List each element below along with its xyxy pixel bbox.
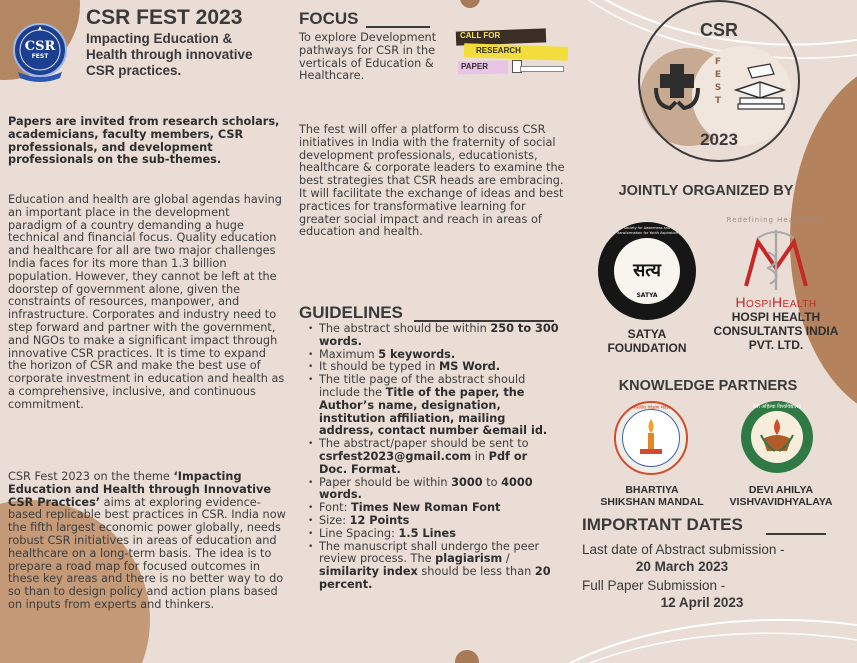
badge-line-2: RESEARCH	[476, 46, 521, 55]
decor-circle-top-center	[460, 0, 480, 8]
guideline-item	[307, 541, 559, 592]
csr-fest-logo	[10, 20, 70, 88]
page-title: CSR FEST 2023	[86, 6, 243, 29]
call-for-research-paper-badge	[456, 30, 568, 80]
satya-logo	[598, 222, 696, 320]
theme-name: ‘Impacting Education and Health through Innovative CSR Practices’	[8, 470, 272, 509]
focus-heading-rule	[366, 26, 430, 28]
guideline-item	[307, 323, 559, 349]
call-for-papers-invite: Papers are invited from research scholars, academicians, faculty members, CSR professionals, and development professionals on the sub-themes.	[8, 115, 280, 167]
guideline-emphasis: 1.5 Lines	[398, 526, 456, 540]
guideline-emphasis: 4000 words.	[319, 475, 533, 502]
guideline-text: The abstract/paper should be sent to	[319, 437, 529, 451]
caduceus-icon	[738, 224, 814, 294]
guideline-text: Line Spacing:	[319, 526, 399, 540]
badge-line-1: CALL FOR	[460, 31, 501, 40]
guideline-emphasis: csrfest2023@gmail.com	[319, 449, 472, 463]
emblem-fest-letter: F	[714, 57, 722, 67]
lamp-icon	[634, 417, 668, 457]
university-emblem-icon	[759, 417, 795, 455]
guideline-text: in	[471, 449, 489, 463]
guideline-emphasis: 250 to 300 words.	[319, 322, 559, 348]
guideline-text: The abstract should be within	[319, 322, 491, 335]
guideline-text: to	[482, 475, 502, 489]
guideline-text: /	[502, 552, 510, 566]
csr-fest-logo-sub: FEST	[31, 53, 49, 60]
emblem-fest-letters	[710, 56, 726, 108]
guideline-emphasis: 20 percent.	[319, 565, 551, 591]
bhartiya-shikshan-mandal-logo	[614, 401, 688, 475]
guideline-text: The title page of the abstract should include the	[319, 373, 526, 399]
emblem-title: CSR	[699, 20, 738, 40]
guideline-item	[307, 374, 559, 438]
satya-ring-text: Society for Awareness and Transformation for Youth Aspiration	[616, 226, 678, 235]
emblem-year: 2023	[700, 130, 738, 149]
important-dates-heading-rule	[766, 533, 826, 535]
jointly-organized-heading: JOINTLY ORGANIZED BY	[618, 183, 794, 199]
guideline-item	[307, 438, 559, 476]
guidelines-heading: GUIDELINES	[299, 303, 403, 322]
guideline-text: Paper should be within	[319, 475, 452, 489]
badge-line-3: PAPER	[461, 62, 488, 71]
satya-foundation-name: SATYA FOUNDATION	[607, 327, 687, 355]
hospi-health-wordmark: HospiHealth	[735, 294, 817, 310]
theme-paragraph-body: aims at exploring evidence-based replicable best practices in CSR. India now the fifth largest economic power globally, needs robust CSR initiatives in areas of education and healthcare on a long-term basis. The idea is to prepare a road map for focused outcomes in these key areas and there is no better way to do so than to design policy and action plans based on inputs from experts and thinkers.	[8, 495, 286, 611]
bsm-logo-text: भारतीय शिक्षण मंडल	[631, 405, 671, 411]
guideline-emphasis: 3000	[451, 475, 483, 489]
abstract-deadline-label: Last date of Abstract submission -	[582, 542, 785, 557]
guideline-text: Size:	[319, 513, 350, 527]
guideline-item	[307, 477, 559, 503]
hospi-arc-text: Redefining Healthcare	[726, 216, 826, 224]
guideline-emphasis: 12 Points	[349, 513, 410, 527]
bhartiya-shikshan-mandal-name: BHARTIYA SHIKSHAN MANDAL	[600, 484, 704, 508]
health-care-icon	[652, 62, 702, 114]
devi-ahilya-vishvavidhyalaya-logo	[741, 401, 813, 473]
focus-text: To explore Development pathways for CSR in the verticals of Education & Healthcare.	[299, 31, 437, 83]
abstract-deadline-date: 20 March 2023	[635, 559, 729, 574]
csr-fest-logo-text: CSR	[24, 39, 56, 54]
guidelines-list	[307, 323, 559, 592]
knowledge-partners-heading: KNOWLEDGE PARTNERS	[618, 378, 798, 394]
guideline-emphasis: Title of the paper, the Author’s name, designation, institution affiliation, mailing address, contact number &email id.	[319, 385, 548, 438]
emblem-fest-letter: E	[714, 70, 722, 80]
guideline-emphasis: Times New Roman Font	[351, 501, 501, 515]
devi-ahilya-vishvavidhyalaya-name: DEVI AHILYA VISHVAVIDHYALAYA	[729, 484, 833, 508]
hospi-health-name: HOSPI HEALTH CONSULTANTS INDIA PVT. LTD.	[713, 310, 839, 352]
theme-paragraph	[8, 471, 286, 612]
guideline-text: It should be typed in	[319, 360, 439, 374]
intro-paragraph: Education and health are global agendas having an important place in the development paradigm of a country demanding a huge technical and financial focus. Quality education and healthcare for all are two major challenges India faces for its more than 1.3 billion population. However, they cannot be left at the doorstep of government alone, given the constraints of resources, manpower, and infrastructure. Corporates and industry need to step forward and partner with the government, and NGOs to make a significant impact through innovative CSR practices. It is time to expand the horizon of CSR and make the best use of corporate investment in education and health as a comprehensive, inclusive, and continuous commitment.	[8, 193, 285, 411]
guideline-emphasis: MS Word.	[438, 360, 501, 374]
theme-paragraph-lead: CSR Fest 2023 on the theme	[8, 470, 174, 483]
page-subtitle: Impacting Education & Health through innovative CSR practices.	[86, 31, 253, 78]
davv-logo-text: देवी अहिल्या विश्वविद्यालय	[753, 404, 801, 410]
csr-fest-emblem	[638, 0, 824, 166]
emblem-fest-letter: T	[714, 96, 722, 106]
decor-arcs-bottom-right	[560, 615, 857, 663]
guideline-emphasis: 5 keywords.	[378, 347, 456, 361]
satya-logo-devanagari: सत्य	[633, 260, 661, 281]
paper-deadline-label: Full Paper Submission -	[582, 578, 726, 593]
books-icon	[730, 60, 790, 110]
guideline-text: Maximum	[319, 347, 379, 361]
focus-heading: FOCUS	[299, 9, 359, 28]
satya-logo-caption: SATYA	[636, 292, 658, 299]
guideline-emphasis: similarity index	[319, 565, 418, 579]
guideline-text: should be less than	[417, 565, 535, 579]
platform-paragraph: The fest will offer a platform to discuss CSR initiatives in India with the fraternity of social development professionals, educationists, healthcare & corporate leaders to examine the best strategies that CSR heads are embracing. It will facilitate the exchange of ideas and best practices for transformative learning for greater social impact and reach in areas of education and health.	[299, 123, 565, 239]
decor-circle-bottom-center	[455, 650, 479, 663]
hospi-health-logo	[714, 214, 838, 314]
guideline-emphasis: plagiarism	[435, 552, 503, 566]
guideline-emphasis: Pdf or Doc. Format.	[319, 449, 528, 476]
guideline-text: Font:	[319, 501, 351, 515]
guideline-text: The manuscript shall undergo the peer review process. The	[319, 539, 540, 566]
emblem-fest-letter: S	[714, 83, 722, 93]
important-dates-heading: IMPORTANT DATES	[582, 515, 743, 534]
paper-deadline-date: 12 April 2023	[660, 595, 744, 610]
